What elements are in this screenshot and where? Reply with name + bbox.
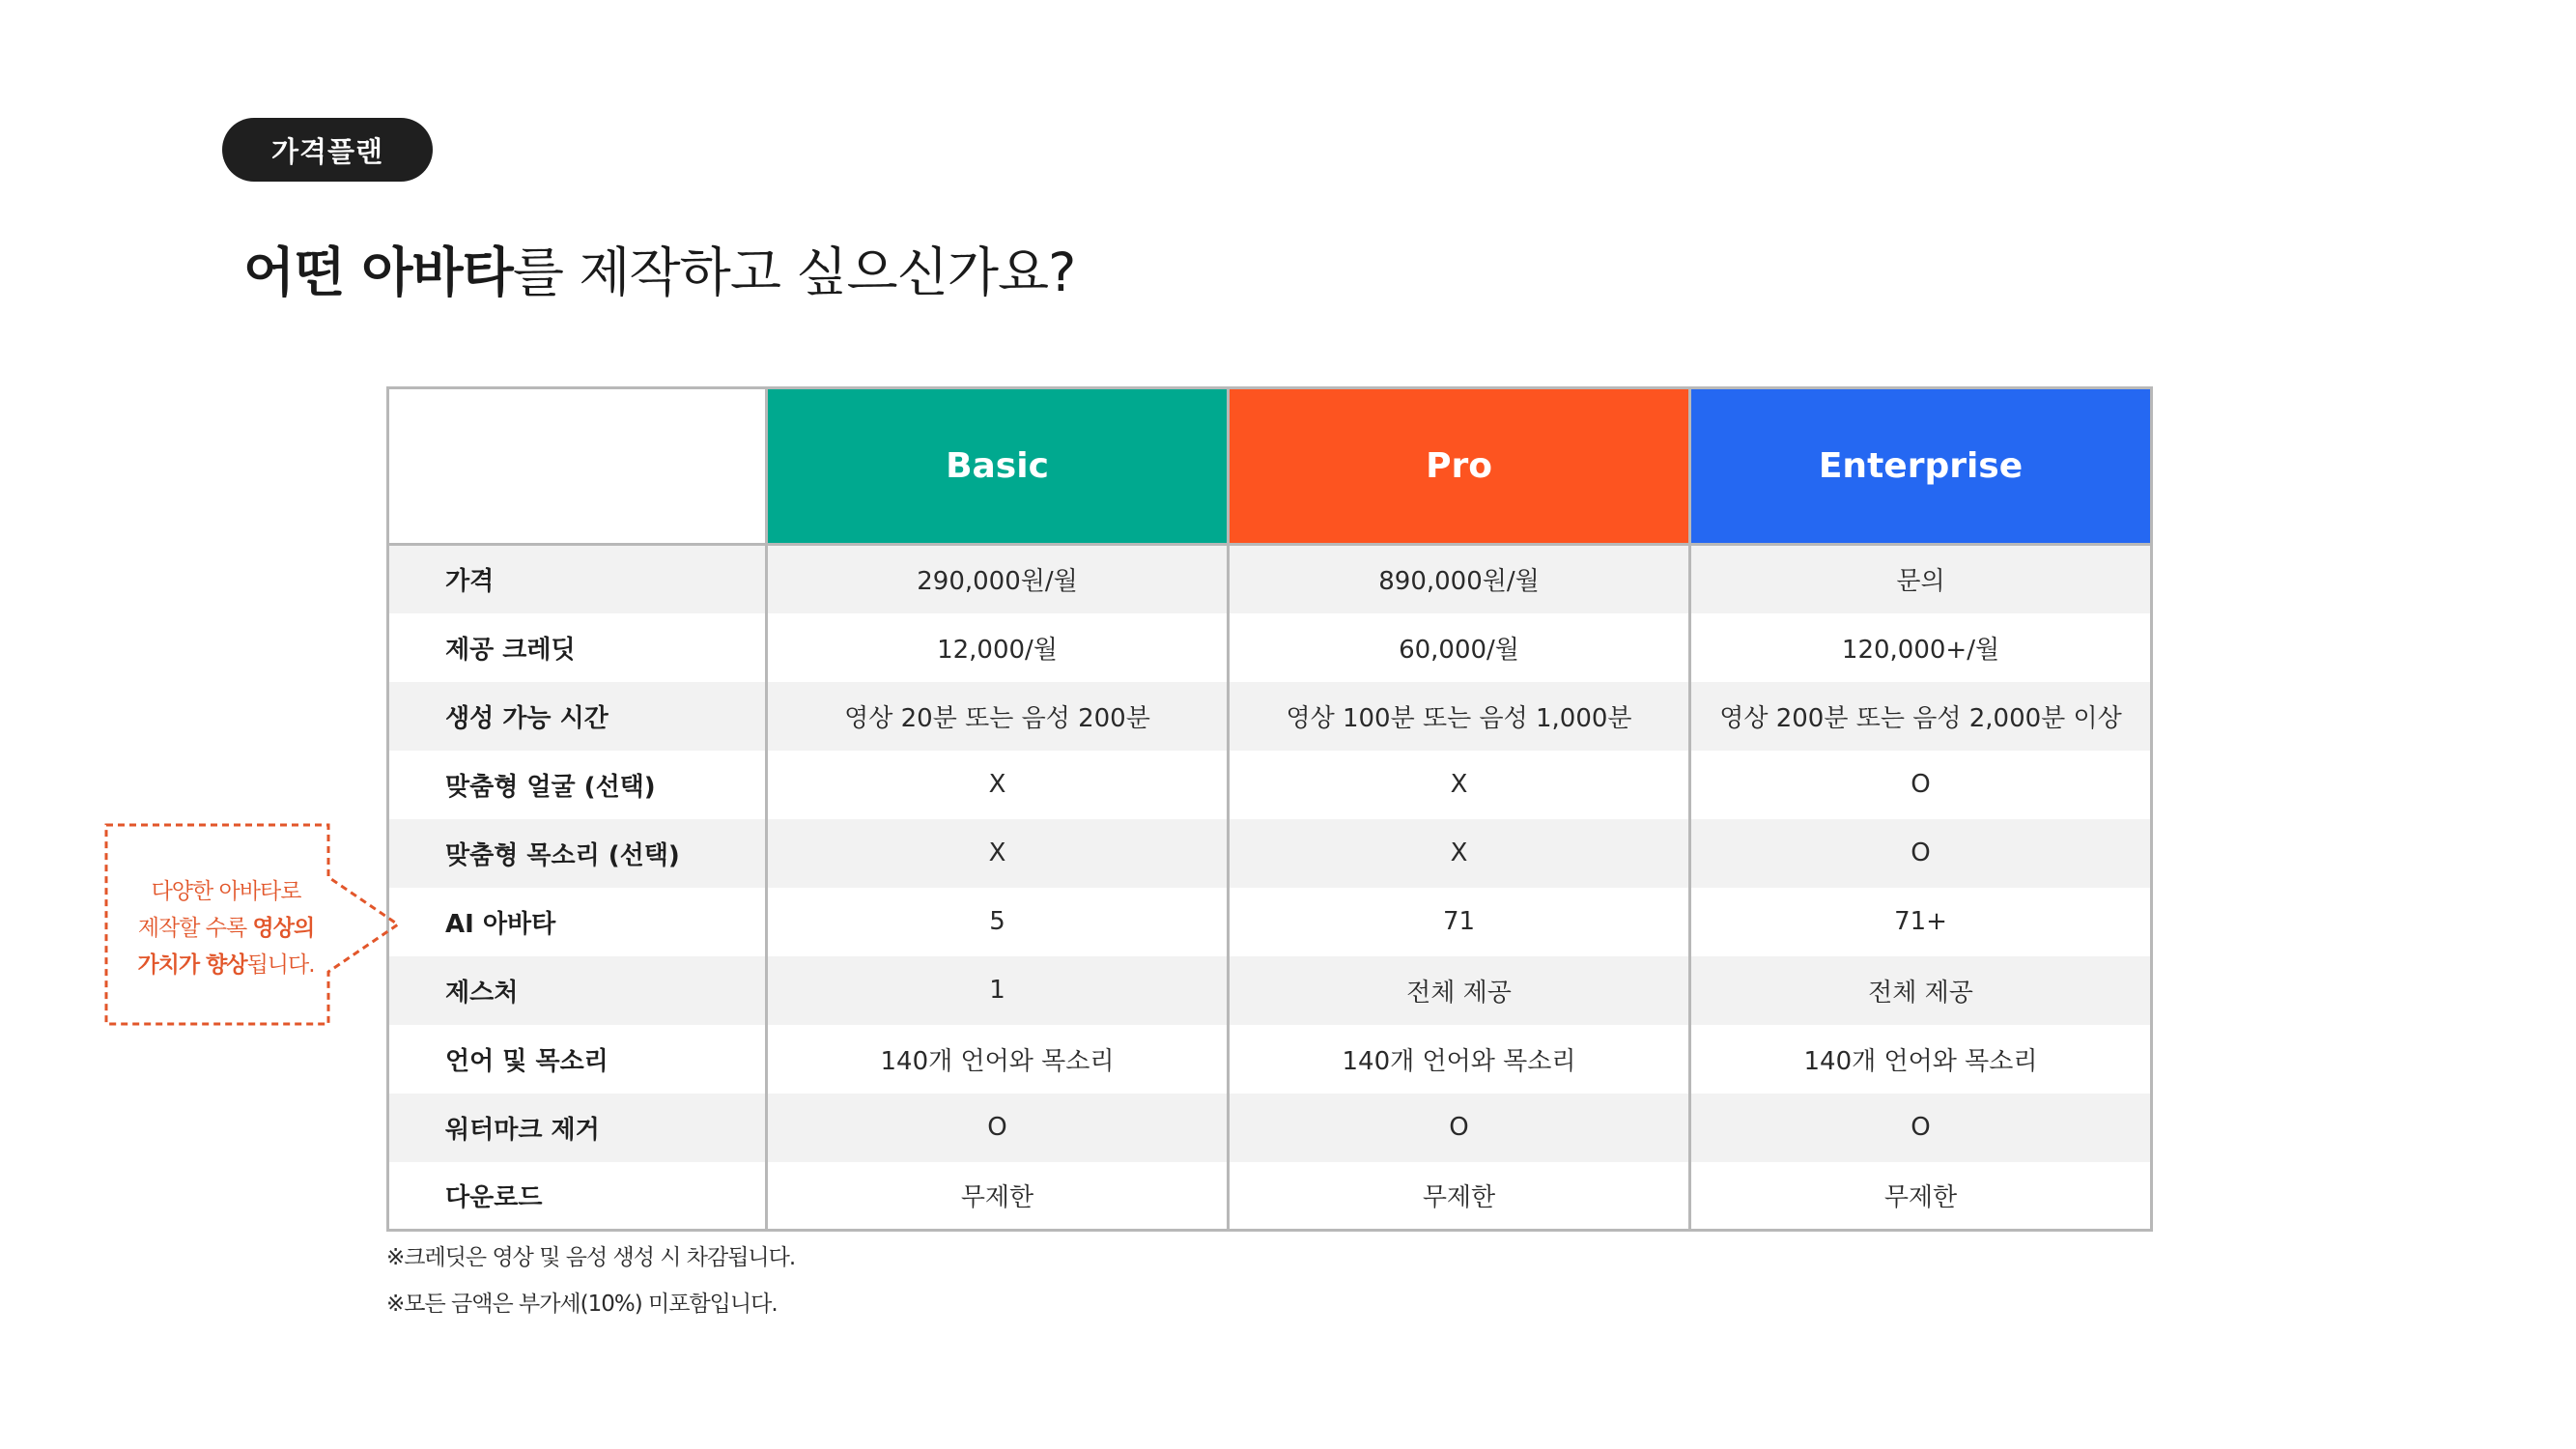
- callout-line-2-plain: 제작할 수록: [137, 916, 253, 941]
- plan-value-cell: 71: [1229, 888, 1690, 956]
- plan-value-cell: 무제한: [1229, 1162, 1690, 1231]
- table-row: [388, 888, 2152, 956]
- plan-header-row: [388, 388, 2152, 545]
- plan-value-cell: O: [1690, 1094, 2152, 1162]
- corner-cell: [388, 388, 767, 545]
- plan-header-enterprise: Enterprise: [1690, 388, 2152, 545]
- plan-value-cell: 무제한: [1690, 1162, 2152, 1231]
- plan-value-cell: O: [767, 1094, 1229, 1162]
- table-row: [388, 819, 2152, 888]
- feature-label: 가격: [388, 545, 767, 613]
- table-row: [388, 545, 2152, 613]
- feature-label: 생성 가능 시간: [388, 682, 767, 751]
- plan-value-cell: 140개 언어와 목소리: [1229, 1025, 1690, 1094]
- page-title-rest: 를 제작하고 싶으신가요?: [512, 242, 1076, 303]
- plan-value-cell: 140개 언어와 목소리: [767, 1025, 1229, 1094]
- callout-line-2-bold: 영상의: [252, 916, 315, 941]
- table-row: [388, 682, 2152, 751]
- feature-label: 맞춤형 목소리 (선택): [388, 819, 767, 888]
- callout-line-3: [112, 947, 340, 983]
- feature-label: AI 아바타: [388, 888, 767, 956]
- callout-line-1: 다양한 아바타로: [151, 879, 301, 904]
- table-row: [388, 1094, 2152, 1162]
- plan-value-cell: 1: [767, 956, 1229, 1025]
- plan-value-cell: 문의: [1690, 545, 2152, 613]
- table-row: [388, 751, 2152, 819]
- table-row: [388, 956, 2152, 1025]
- plan-value-cell: 12,000/월: [767, 613, 1229, 682]
- plan-value-cell: X: [1229, 751, 1690, 819]
- plan-value-cell: 140개 언어와 목소리: [1690, 1025, 2152, 1094]
- pricing-table: [386, 386, 2153, 1232]
- feature-label: 맞춤형 얼굴 (선택): [388, 751, 767, 819]
- callout-text: [112, 873, 340, 983]
- plan-value-cell: 290,000원/월: [767, 545, 1229, 613]
- callout-line-3-plain: 됩니다.: [246, 952, 315, 978]
- callout-arrow-box: [104, 823, 404, 1026]
- page-title: [243, 230, 1075, 306]
- plan-value-cell: 120,000+/월: [1690, 613, 2152, 682]
- pricing-table-body: [388, 545, 2152, 1231]
- footnote-vat: ※모든 금액은 부가세(10%) 미포함입니다.: [386, 1292, 778, 1317]
- plan-value-cell: 전체 제공: [1690, 956, 2152, 1025]
- plan-header-basic: Basic: [767, 388, 1229, 545]
- footnote-credits: ※크레딧은 영상 및 음성 생성 시 차감됩니다.: [386, 1245, 796, 1270]
- plan-value-cell: 영상 20분 또는 음성 200분: [767, 682, 1229, 751]
- feature-label: 제스처: [388, 956, 767, 1025]
- plan-value-cell: 5: [767, 888, 1229, 956]
- footnotes: [386, 1236, 795, 1329]
- feature-label: 다운로드: [388, 1162, 767, 1231]
- plan-value-cell: X: [767, 751, 1229, 819]
- plan-header-pro: Pro: [1229, 388, 1690, 545]
- plan-value-cell: 무제한: [767, 1162, 1229, 1231]
- pricing-badge: 가격플랜: [222, 118, 433, 182]
- plan-value-cell: 71+: [1690, 888, 2152, 956]
- table-row: [388, 1025, 2152, 1094]
- plan-value-cell: 영상 100분 또는 음성 1,000분: [1229, 682, 1690, 751]
- plan-value-cell: O: [1229, 1094, 1690, 1162]
- table-row: [388, 1162, 2152, 1231]
- feature-label: 언어 및 목소리: [388, 1025, 767, 1094]
- plan-value-cell: X: [1229, 819, 1690, 888]
- plan-value-cell: O: [1690, 819, 2152, 888]
- plan-value-cell: 60,000/월: [1229, 613, 1690, 682]
- page-title-emphasis: 어떤 아바타: [243, 242, 513, 303]
- callout-line-2: [112, 910, 340, 947]
- plan-value-cell: 영상 200분 또는 음성 2,000분 이상: [1690, 682, 2152, 751]
- feature-label: 제공 크레딧: [388, 613, 767, 682]
- plan-value-cell: X: [767, 819, 1229, 888]
- plan-value-cell: O: [1690, 751, 2152, 819]
- feature-label: 워터마크 제거: [388, 1094, 767, 1162]
- plan-value-cell: 890,000원/월: [1229, 545, 1690, 613]
- plan-value-cell: 전체 제공: [1229, 956, 1690, 1025]
- callout-line-3-bold: 가치가 향상: [137, 952, 247, 978]
- table-row: [388, 613, 2152, 682]
